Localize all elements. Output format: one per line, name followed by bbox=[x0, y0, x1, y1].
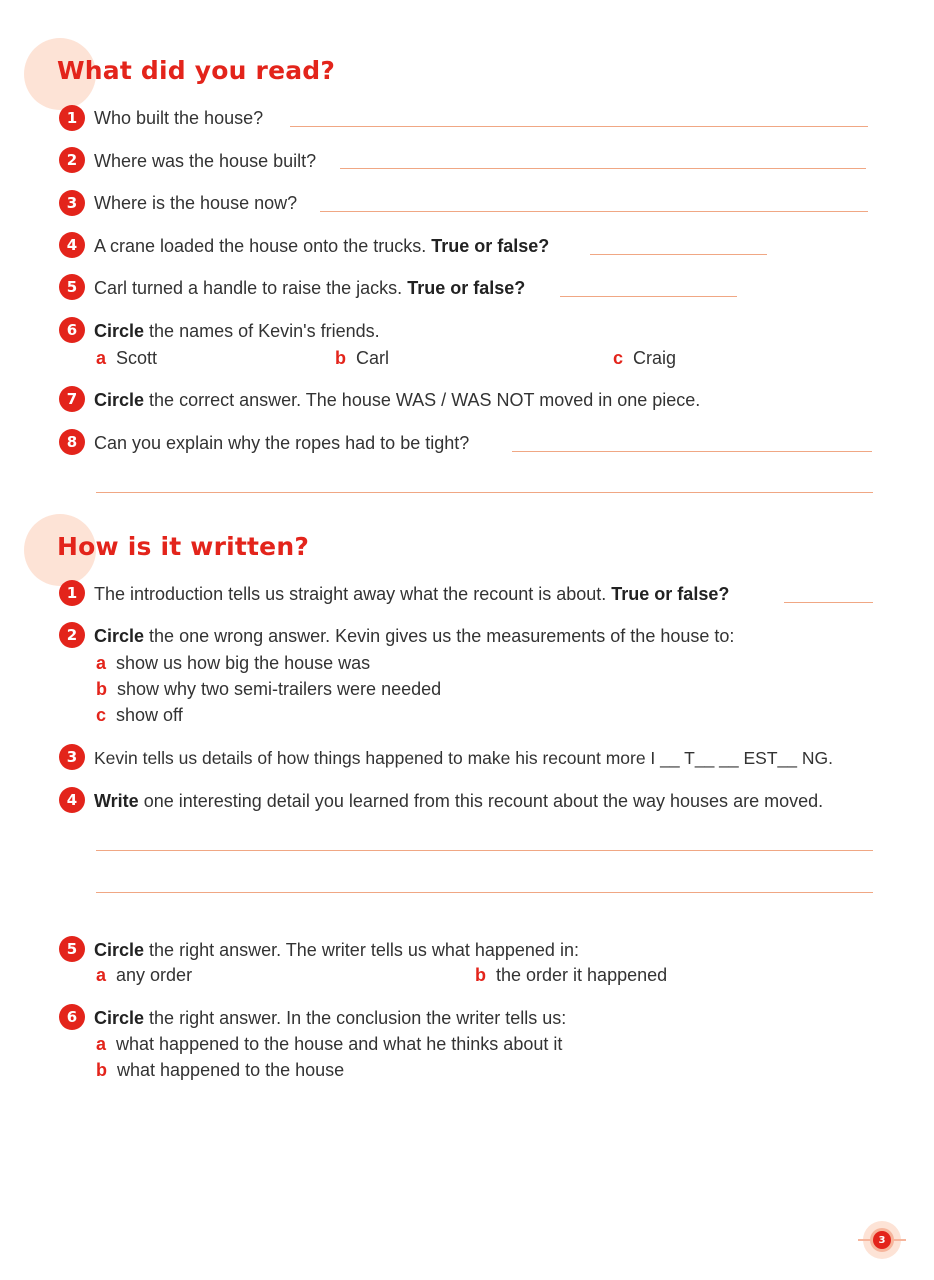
question-text: Where was the house built? bbox=[94, 151, 317, 171]
answer-line[interactable] bbox=[320, 211, 868, 212]
option-text: Scott bbox=[116, 348, 158, 368]
instruction-verb: Circle bbox=[94, 1008, 145, 1028]
question-text bbox=[94, 583, 729, 605]
true-or-false-prompt: True or false? bbox=[431, 236, 550, 256]
option-text: show off bbox=[116, 705, 183, 725]
answer-line[interactable] bbox=[96, 892, 873, 893]
answer-line[interactable] bbox=[340, 168, 866, 169]
answer-line[interactable] bbox=[96, 850, 873, 851]
option-text: the order it happened bbox=[496, 965, 668, 985]
answer-option[interactable] bbox=[335, 347, 389, 369]
question-number: 7 bbox=[59, 386, 85, 412]
option-letter: a bbox=[96, 653, 107, 673]
question-number: 3 bbox=[59, 190, 85, 216]
answer-option[interactable] bbox=[96, 347, 157, 369]
question-text: Can you explain why the ropes had to be tight? bbox=[94, 433, 470, 453]
question-text-part: one interesting detail you learned from this recount about the way houses are moved. bbox=[143, 791, 824, 811]
question-text-part: the names of Kevin's friends. bbox=[149, 321, 380, 341]
answer-option[interactable] bbox=[96, 964, 192, 986]
page-number-badge bbox=[858, 1220, 906, 1260]
question-text bbox=[94, 939, 579, 961]
question-text bbox=[94, 1007, 566, 1029]
option-text: what happened to the house and what he thinks about it bbox=[116, 1034, 563, 1054]
option-text: Craig bbox=[633, 348, 677, 368]
question-number: 1 bbox=[59, 105, 85, 131]
option-letter: a bbox=[96, 965, 107, 985]
instruction-verb: Circle bbox=[94, 626, 145, 646]
question-number: 2 bbox=[59, 622, 85, 648]
question-text bbox=[94, 277, 525, 299]
question-text: Where is the house now? bbox=[94, 193, 298, 213]
option-text: any order bbox=[116, 965, 193, 985]
option-letter: b bbox=[96, 679, 107, 699]
question-text-part: the correct answer. The house WAS / WAS NOT moved in one piece. bbox=[149, 390, 701, 410]
question-text-part: the one wrong answer. Kevin gives us the measurements of the house to: bbox=[149, 626, 735, 646]
question-number: 5 bbox=[59, 274, 85, 300]
answer-line[interactable] bbox=[290, 126, 868, 127]
question-number: 2 bbox=[59, 147, 85, 173]
question-text bbox=[94, 790, 823, 812]
question-text-part: Carl turned a handle to raise the jacks. bbox=[94, 278, 403, 298]
question-number: 4 bbox=[59, 232, 85, 258]
option-text: what happened to the house bbox=[117, 1060, 345, 1080]
question-number: 5 bbox=[59, 936, 85, 962]
answer-option[interactable] bbox=[96, 652, 370, 674]
answer-option[interactable] bbox=[96, 1059, 344, 1081]
instruction-verb: Circle bbox=[94, 321, 145, 341]
question-number: 1 bbox=[59, 580, 85, 606]
option-letter: b bbox=[475, 965, 486, 985]
answer-option[interactable] bbox=[96, 704, 183, 726]
page-number: 3 bbox=[878, 1234, 886, 1246]
question-text-part: the right answer. The writer tells us what happened in: bbox=[149, 940, 579, 960]
answer-option[interactable] bbox=[96, 678, 441, 700]
question-text bbox=[94, 235, 549, 257]
question-text-part: The introduction tells us straight away what the recount is about. bbox=[94, 584, 607, 604]
answer-option[interactable] bbox=[96, 1033, 562, 1055]
option-text: Carl bbox=[356, 348, 390, 368]
instruction-verb: Write bbox=[94, 791, 139, 811]
option-letter: a bbox=[96, 348, 107, 368]
answer-option[interactable] bbox=[475, 964, 667, 986]
answer-line[interactable] bbox=[512, 451, 872, 452]
question-number: 6 bbox=[59, 317, 85, 343]
option-text: show us how big the house was bbox=[116, 653, 371, 673]
section-heading: What did you read? bbox=[57, 56, 336, 85]
answer-line[interactable] bbox=[560, 296, 737, 297]
answer-option[interactable] bbox=[613, 347, 676, 369]
question-text: Who built the house? bbox=[94, 108, 264, 128]
question-text bbox=[94, 625, 734, 647]
question-text-part: A crane loaded the house onto the trucks. bbox=[94, 236, 427, 256]
true-or-false-prompt: True or false? bbox=[611, 584, 730, 604]
option-letter: a bbox=[96, 1034, 107, 1054]
section-heading: How is it written? bbox=[57, 532, 310, 561]
question-text-part: the right answer. In the conclusion the writer tells us: bbox=[149, 1008, 567, 1028]
instruction-verb: Circle bbox=[94, 390, 145, 410]
answer-line[interactable] bbox=[784, 602, 873, 603]
question-text bbox=[94, 320, 380, 342]
answer-line[interactable] bbox=[590, 254, 767, 255]
question-text bbox=[94, 389, 700, 411]
question-number: 3 bbox=[59, 744, 85, 770]
question-number: 8 bbox=[59, 429, 85, 455]
option-letter: c bbox=[96, 705, 107, 725]
question-number: 6 bbox=[59, 1004, 85, 1030]
option-letter: b bbox=[335, 348, 346, 368]
option-text: show why two semi-trailers were needed bbox=[117, 679, 442, 699]
option-letter: c bbox=[613, 348, 624, 368]
answer-line[interactable] bbox=[96, 492, 873, 493]
question-text: Kevin tells us details of how things happened to make his recount more I __ T__ __ EST__ NG. bbox=[94, 748, 833, 768]
instruction-verb: Circle bbox=[94, 940, 145, 960]
option-letter: b bbox=[96, 1060, 107, 1080]
true-or-false-prompt: True or false? bbox=[407, 278, 526, 298]
question-number: 4 bbox=[59, 787, 85, 813]
